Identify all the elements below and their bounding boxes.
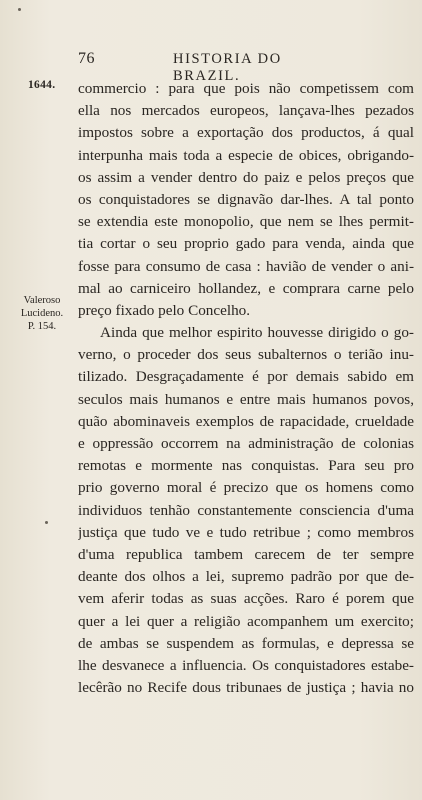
paper-speck (18, 8, 21, 11)
text-line: os conquistadores se dignavão dar-lhes. A tal ponto (78, 190, 414, 208)
text-line: seculos mais humanos e entre mais humanos povos, (78, 390, 414, 408)
text-line-paragraph-end: preço fixado pelo Concelho. (78, 301, 251, 319)
text-line: ella nos mercados europeos, lançava-lhes pezados (78, 102, 414, 120)
running-title: HISTORIA DO BRAZIL. (173, 51, 282, 84)
text-line: de ambas se suspendem as formulas, e depressa se (78, 634, 414, 652)
text-line: interpunha mais toda a especie de obices, obrigando- (78, 146, 414, 164)
text-line: quão abominaveis exemplos de rapacidade, crueldade (78, 412, 414, 430)
text-line: prio governo moral é precizo que os homens como (78, 479, 414, 497)
paper-speck (45, 521, 48, 524)
text-line-paragraph-start: Ainda que melhor espirito houvesse dirigido o go- (100, 324, 414, 342)
text-line: deante dos olhos a lei, supremo padrão por que de- (78, 568, 414, 586)
sidenote-line: Lucideno. (20, 308, 64, 319)
text-line: d'uma republica tambem carecem de ter sempre (78, 545, 414, 563)
page-number: 76 (78, 50, 95, 67)
text-line: vem aferir todas as suas acções. Raro é porem que (78, 590, 414, 608)
text-line: os assim a vender dentro do paiz e pelos preços que (78, 168, 414, 186)
text-line: commercio : para que pois não competissem com (78, 80, 414, 97)
sidenote-line: P. 154. (27, 321, 57, 332)
sidenote-line: Valeroso (23, 295, 61, 306)
margin-sidenote (18, 294, 66, 333)
text-line: remotas e mormente nas conquistas. Para seu pro (78, 457, 414, 475)
text-line: individuos tenhão constantemente consciencia d'uma (78, 501, 414, 519)
text-line: tilizado. Desgraçadamente é por demais sabido em (78, 368, 414, 386)
text-line: justiça que tudo ve e tudo retribue ; como membros (78, 523, 414, 541)
text-line: quer a lei quer a religião acompanhem um exercito; (78, 612, 414, 630)
page-header (78, 50, 346, 84)
margin-year: 1644. (28, 79, 56, 91)
text-line: e oppressão occorrem na administração de colonias (78, 435, 414, 452)
text-line: tia cortar o seu proprio gado para venda, ainda que (78, 235, 414, 253)
text-line: se extendia este monopolio, que nem se lhes permit- (78, 213, 414, 231)
body-text (78, 78, 414, 699)
text-line: impostos sobre a exportação dos productos, á qual (78, 124, 414, 142)
text-line: mal ao carniceiro hollandez, e comprara carne pelo (78, 279, 414, 297)
text-line: lecêrão no Recife dous tribunaes de justiça ; havia no (78, 679, 414, 697)
text-line: fosse para consumo de casa : havião de vender o ani- (78, 257, 414, 275)
text-line: lhe desvanece a influencia. Os conquistadores estabe- (78, 656, 414, 674)
text-line: verno, o proceder dos seus subalternos o terião inu- (78, 346, 414, 364)
